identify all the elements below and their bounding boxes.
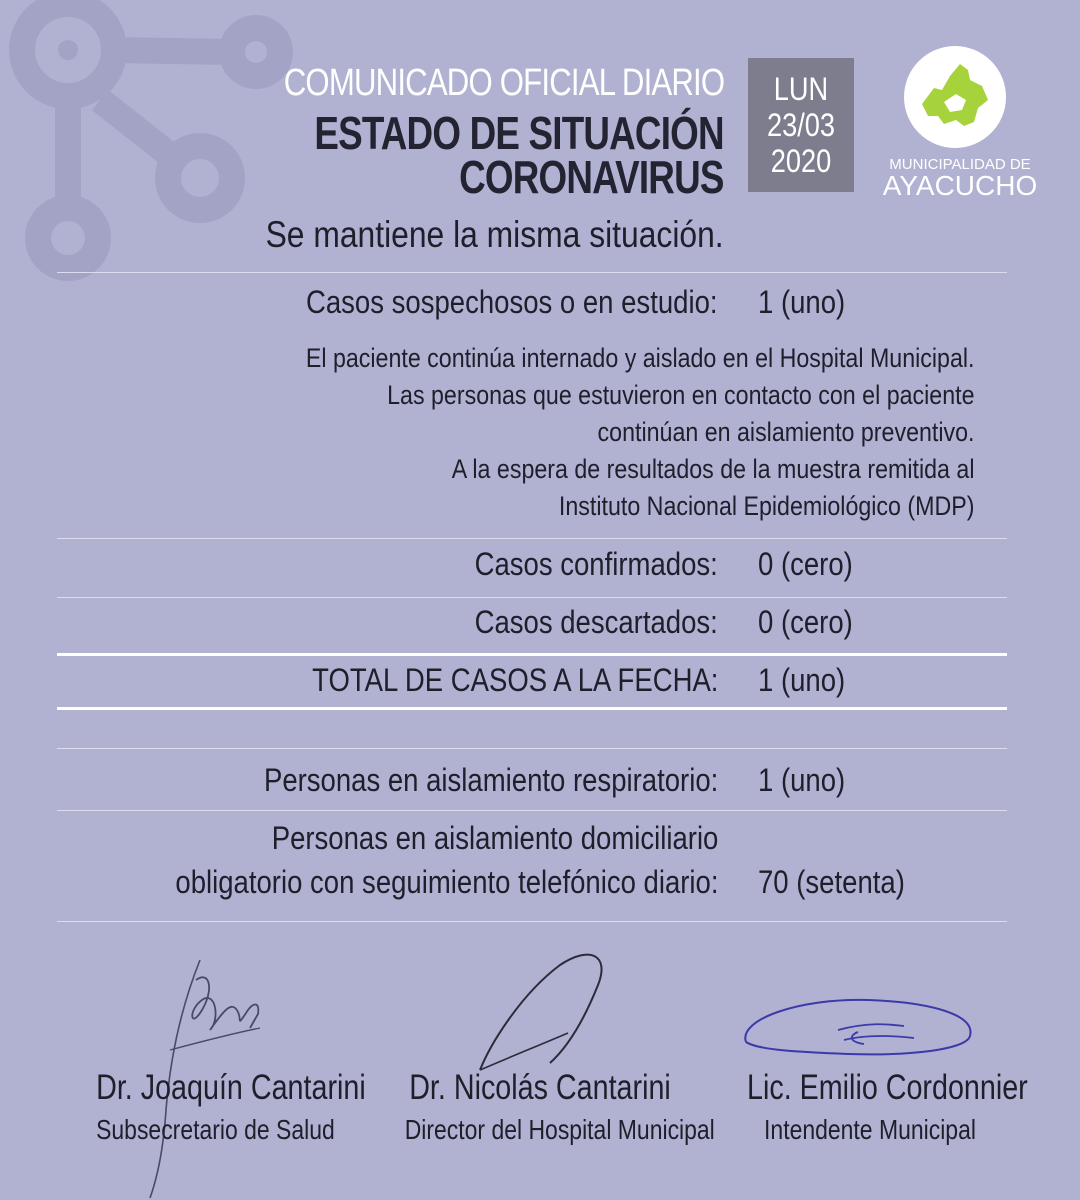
signatory-3	[720, 1068, 1028, 1146]
note-line: A la espera de resultados de la muestra remitida al	[451, 454, 974, 484]
discarded-cases-value: 0 (cero)	[758, 604, 853, 640]
respiratory-isolation-label: Personas en aislamiento respiratorio:	[263, 762, 718, 798]
home-isolation-value: 70 (setenta)	[758, 864, 905, 900]
home-isolation-label-line1: Personas en aislamiento domiciliario	[271, 820, 718, 856]
divider	[57, 810, 1007, 811]
home-isolation-label-line2: obligatorio con seguimiento telefónico diario:	[174, 864, 718, 900]
communique-title: COMUNICADO OFICIAL DIARIO	[283, 62, 724, 104]
confirmed-cases-label: Casos confirmados:	[474, 546, 718, 582]
signatory-role: Intendente Municipal	[764, 1114, 976, 1145]
situation-subtitle: Se mantiene la misma situación.	[265, 214, 724, 255]
note-line: El paciente continúa internado y aislado en el Hospital Municipal.	[305, 343, 974, 373]
divider	[57, 538, 1007, 539]
discarded-cases-label: Casos descartados:	[474, 604, 718, 640]
header	[0, 0, 1080, 210]
signatory-role: Director del Hospital Municipal	[404, 1114, 715, 1145]
signatory-2	[375, 1068, 715, 1146]
signatory-name: Dr. Joaquín Cantarini	[96, 1068, 366, 1107]
signatory-1	[70, 1068, 366, 1146]
date-day: LUN	[773, 71, 829, 107]
note-line: Instituto Nacional Epidemiológico (MDP)	[558, 491, 974, 521]
date-badge	[748, 58, 854, 192]
confirmed-cases-value: 0 (cero)	[758, 546, 853, 582]
signatory-name: Lic. Emilio Cordonnier	[747, 1068, 1028, 1107]
respiratory-isolation-value: 1 (uno)	[758, 762, 846, 798]
signature-nicolas-cantarini	[470, 945, 620, 1080]
patient-note	[305, 340, 974, 525]
date-year: 2020	[770, 143, 832, 179]
logo-caption-small: MUNICIPALIDAD DE	[889, 156, 1031, 173]
total-divider-bottom	[57, 707, 1007, 710]
total-cases-label: TOTAL DE CASOS A LA FECHA:	[311, 662, 718, 698]
signature-emilio-cordonnier	[738, 990, 978, 1060]
divider	[57, 748, 1007, 749]
ayacucho-map-logo-icon	[904, 46, 1006, 148]
divider	[57, 921, 1007, 922]
note-line: Las personas que estuvieron en contacto con el paciente	[386, 380, 974, 410]
suspected-cases-value: 1 (uno)	[758, 284, 846, 320]
total-divider-top	[57, 653, 1007, 656]
divider	[57, 272, 1007, 273]
logo-circle	[904, 46, 1006, 148]
logo-caption-large: AYACUCHO	[882, 170, 1038, 201]
signatory-name: Dr. Nicolás Cantarini	[409, 1068, 671, 1107]
situation-title: ESTADO DE SITUACIÓN	[314, 107, 724, 159]
coronavirus-title: CORONAVIRUS	[459, 151, 724, 203]
note-line: continúan en aislamiento preventivo.	[597, 417, 974, 447]
suspected-cases-label: Casos sospechosos o en estudio:	[306, 284, 718, 320]
signatory-role: Subsecretario de Salud	[96, 1114, 335, 1145]
divider	[57, 597, 1007, 598]
total-cases-value: 1 (uno)	[758, 662, 846, 698]
date-daymonth: 23/03	[766, 107, 836, 143]
